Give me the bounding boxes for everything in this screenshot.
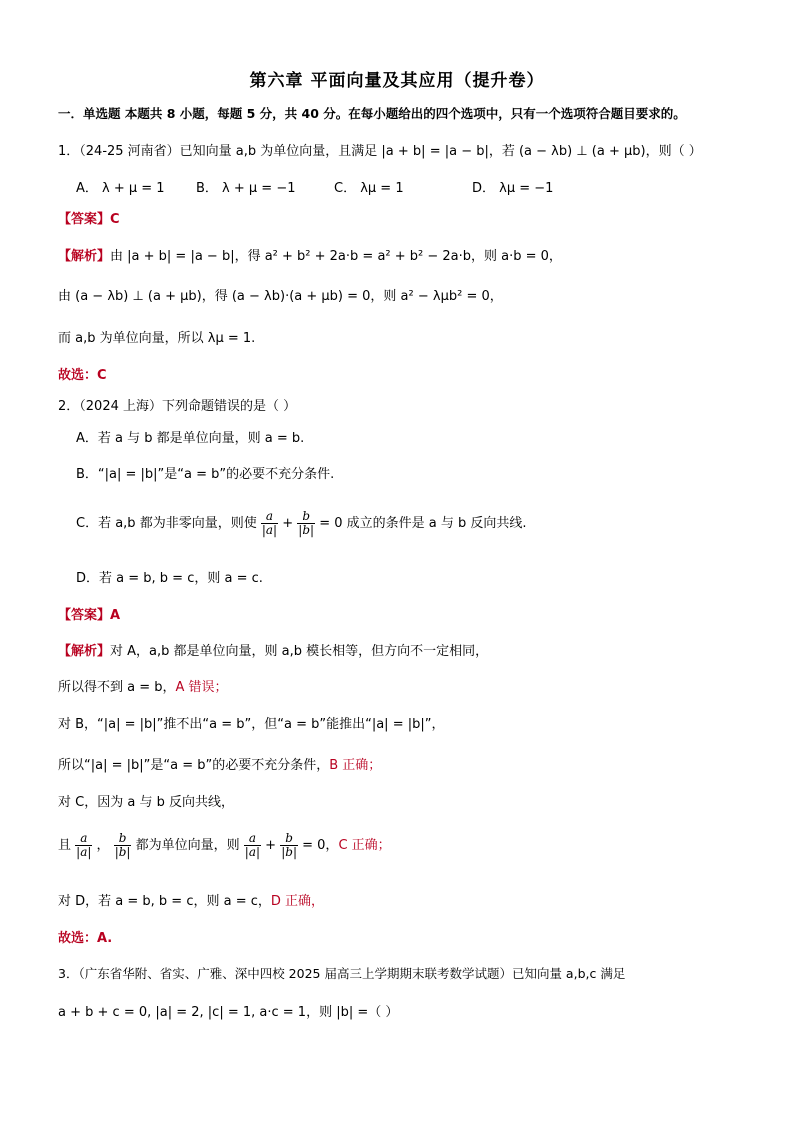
answer-value: A — [110, 608, 121, 623]
q1-option-b: B． λ + μ = −1 — [196, 181, 296, 196]
answer-value: C — [110, 212, 120, 227]
q1-analysis-line-2: 由 (a − λb) ⊥ (a + μb)，得 (a − λb)·(a + μb) = 0，则 a² − λμb² = 0， — [58, 289, 503, 304]
section-heading: 一．单选题 本题共 8 小题，每题 5 分，共 40 分。在每小题给出的四个选项中，只有一个选项符合题目要求的。 — [58, 106, 686, 121]
q2-analysis-line-6: 且 $\frac{a}{|a|}$ ， $\frac{b}{|b|}$ 都为单位向量，则 $\frac{a}{|a|}$ + $\frac{b}{|b|}$ = 0，C 正确； — [58, 831, 391, 859]
q2-option-c-suffix: = 0 成立的条件是 a 与 b 反向共线. — [319, 516, 527, 531]
fraction-b-over-norm-b: $\frac{b}{|b|}$ — [114, 831, 131, 859]
answer-label: 【答案】 — [58, 608, 111, 623]
q1-option-d: D． λμ = −1 — [472, 181, 554, 196]
q2-analysis-line-4: 所以“|a| = |b|”是“a = b”的必要不充分条件，B 正确； — [58, 758, 382, 773]
q2-option-b: B．“|a| = |b|”是“a = b”的必要不充分条件. — [76, 467, 335, 482]
q3-stem-line-2: a + b + c = 0, |a| = 2, |c| = 1, a·c = 1，则 |b| =（ ） — [58, 1005, 399, 1020]
analysis-label: 【解析】 — [58, 249, 111, 264]
verdict-d: D 正确， — [270, 894, 325, 909]
verdict-b: B 正确； — [329, 758, 382, 773]
q1-stem: 1．（24-25 河南省）已知向量 a,b 为单位向量，且满足 |a + b| = |a − b|，若 (a − λb) ⊥ (a + μb)，则（ ） — [58, 144, 702, 159]
q2-stem: 2．（2024 上海）下列命题错误的是（ ） — [58, 399, 297, 414]
q2-option-a: A．若 a 与 b 都是单位向量，则 a = b. — [76, 431, 305, 446]
page-title: 第六章 平面向量及其应用（提升卷） — [249, 71, 545, 91]
q2-analysis-line-5: 对 C，因为 a 与 b 反向共线， — [58, 795, 234, 810]
analysis-text: 对 A，a,b 都是单位向量，则 a,b 模长相等，但方向不一定相同， — [110, 644, 489, 659]
q2-option-c — [76, 504, 527, 544]
q1-option-a: A． λ + μ = 1 — [76, 181, 165, 196]
q1-option-c: C． λμ = 1 — [334, 181, 404, 196]
analysis-text: 由 |a + b| = |a − b|，得 a² + b² + 2a·b = a² + b² − 2a·b，则 a·b = 0， — [110, 249, 562, 264]
q3-stem: 3．（广东省华附、省实、广雅、深中四校 2025 届高三上学期期末联考数学试题）已知向量 a,b,c 满足 — [58, 966, 626, 981]
q2-option-d: D．若 a = b, b = c，则 a = c. — [76, 571, 263, 586]
answer-label: 【答案】 — [58, 212, 111, 227]
q2-analysis-line-7: 对 D，若 a = b, b = c，则 a = c，D 正确， — [58, 894, 325, 909]
q2-analysis-line-2: 所以得不到 a = b，A 错误； — [58, 680, 228, 695]
q2-answer — [58, 607, 120, 625]
verdict-c: C 正确； — [338, 838, 391, 853]
fraction-b-over-norm-b: $\frac{b}{|b|}$ — [281, 831, 297, 859]
q2-choose: 故选：A. — [58, 931, 113, 946]
q2-analysis-line-1 — [58, 643, 488, 661]
analysis-label: 【解析】 — [58, 644, 111, 659]
q2-analysis-line-3: 对 B，“|a| = |b|”推不出“a = b”，但“a = b”能推出“|a| = |b|”， — [58, 717, 445, 732]
fraction-b-over-norm-b: $\frac{b}{|b|}$ — [298, 509, 315, 537]
fraction-a-over-norm-a: $\frac{a}{|a|}$ — [261, 509, 278, 537]
plus-sign: + — [282, 516, 294, 531]
q2-option-c-prefix: C．若 a,b 都为非零向量，则使 — [76, 516, 257, 531]
q1-analysis-line-3: 而 a,b 为单位向量，所以 λμ = 1. — [58, 331, 256, 346]
fraction-a-over-norm-a: $\frac{a}{|a|}$ — [244, 831, 261, 859]
q1-analysis-line-1 — [58, 248, 562, 266]
q1-choose: 故选：C — [58, 368, 107, 383]
fraction-a-over-norm-a: $\frac{a}{|a|}$ — [76, 831, 92, 859]
verdict-a: A 错误； — [175, 680, 228, 695]
q1-answer — [58, 211, 120, 229]
